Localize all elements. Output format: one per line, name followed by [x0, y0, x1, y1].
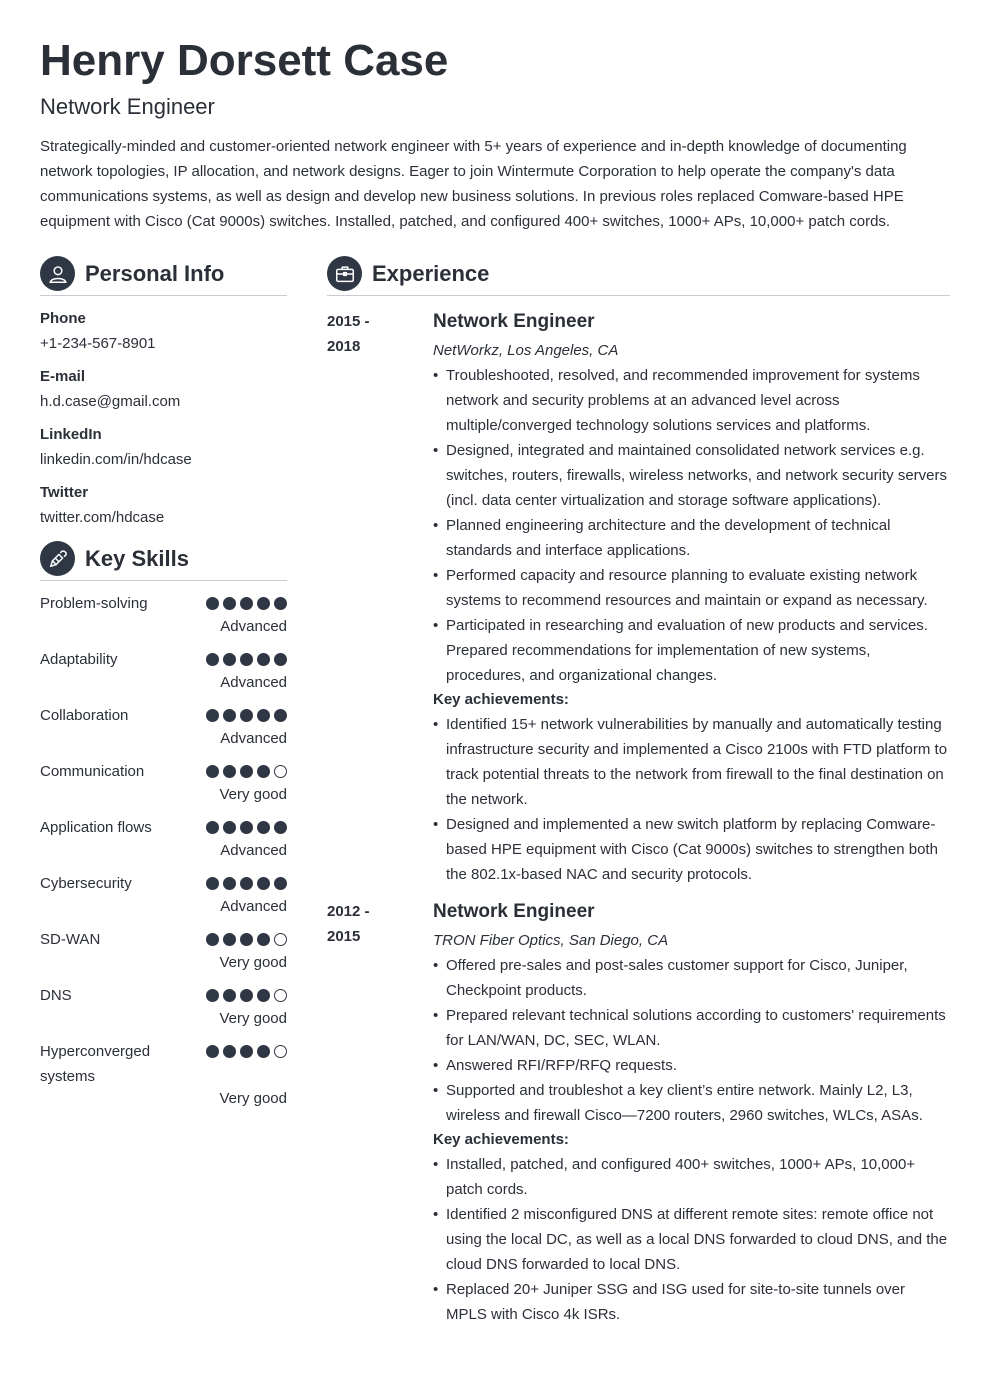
rating-dot-filled — [206, 933, 219, 946]
skill-name: Adaptability — [40, 651, 118, 668]
skill-level: Very good — [219, 954, 287, 971]
rating-dot-filled — [257, 597, 270, 610]
rating-dot-empty — [274, 1045, 287, 1058]
rating-dot-filled — [206, 989, 219, 1002]
twitter-block — [40, 480, 287, 530]
rating-dot-filled — [240, 653, 253, 666]
personal-info-header — [40, 256, 287, 296]
skill-level: Advanced — [220, 618, 287, 635]
skill-level: Very good — [219, 1010, 287, 1027]
achievement-item: • Replaced 20+ Juniper SSG and ISG used for site-to-site tunnels over MPLS with Cisco 4k ISRs. — [433, 1277, 950, 1327]
rating-dot-filled — [223, 765, 236, 778]
skill-rating — [206, 765, 287, 778]
rating-dot-filled — [274, 653, 287, 666]
duty-item: • Planned engineering architecture and the development of technical standards and interface applications. — [433, 513, 950, 563]
skill-name: SD-WAN — [40, 931, 101, 948]
rating-dot-filled — [240, 989, 253, 1002]
rating-dot-filled — [223, 597, 236, 610]
candidate-name: Henry Dorsett Case — [40, 36, 449, 85]
linkedin-block — [40, 422, 287, 472]
rating-dot-filled — [223, 821, 236, 834]
rating-dot-filled — [206, 653, 219, 666]
job-body — [433, 899, 950, 1327]
job-dates — [327, 899, 417, 949]
skill-name: Hyperconverged systems — [40, 1043, 151, 1085]
duty-item: • Prepared relevant technical solutions according to customers' requirements for LAN/WAN, DC, SEC, WLAN. — [433, 1003, 950, 1053]
rating-dot-filled — [223, 1045, 236, 1058]
rating-dot-filled — [257, 933, 270, 946]
duty-item: • Answered RFI/RFP/RFQ requests. — [433, 1053, 950, 1078]
rating-dot-empty — [274, 765, 287, 778]
duty-item: • Performed capacity and resource planning to evaluate existing network systems to recommend resources and maintain or expand as necessary. — [433, 563, 950, 613]
rating-dot-filled — [257, 877, 270, 890]
job-dates — [327, 309, 417, 359]
skill-level: Advanced — [220, 674, 287, 691]
rating-dot-filled — [206, 709, 219, 722]
duty-item: • Troubleshooted, resolved, and recommended improvement for systems network and security problems at an advanced level across multiple/converged technology solutions services and platforms. — [433, 363, 950, 438]
linkedin-value: linkedin.com/in/hdcase — [40, 451, 192, 468]
skills-list — [40, 591, 287, 1119]
rating-dot-filled — [257, 821, 270, 834]
skill-item — [40, 759, 287, 815]
skill-rating — [206, 653, 287, 666]
job-date-start: 2012 - — [327, 903, 370, 920]
rating-dot-filled — [257, 653, 270, 666]
rating-dot-filled — [257, 709, 270, 722]
rating-dot-filled — [240, 709, 253, 722]
job-date-end: 2018 — [327, 338, 361, 355]
phone-value: +1-234-567-8901 — [40, 335, 156, 352]
achievement-item: • Designed and implemented a new switch platform by replacing Comware-based HPE equipment with Cisco (Cat 9000s) switches to strengthen both the 802.1x-based NAC and security protocols. — [433, 812, 950, 887]
rating-dot-filled — [257, 989, 270, 1002]
rating-dot-empty — [274, 989, 287, 1002]
rating-dot-filled — [274, 709, 287, 722]
skill-rating — [206, 709, 287, 722]
skill-level: Advanced — [220, 730, 287, 747]
job-title: Network Engineer — [433, 901, 595, 922]
rating-dot-filled — [240, 933, 253, 946]
skill-item — [40, 591, 287, 647]
rating-dot-filled — [274, 821, 287, 834]
skills-header — [40, 541, 287, 581]
duty-item: • Participated in researching and evaluation of new products and services. Prepared recommendations for implementation of new systems, procedures, and organizational changes. — [433, 613, 950, 688]
achievement-item: • Identified 2 misconfigured DNS at different remote sites: remote office not using the local DC, as well as a local DNS forwarded to cloud DNS, and the cloud DNS forwarded to local DNS. — [433, 1202, 950, 1277]
skill-name: Problem-solving — [40, 595, 148, 612]
rating-dot-filled — [240, 765, 253, 778]
job-company: TRON Fiber Optics, San Diego, CA — [433, 932, 669, 949]
rating-dot-filled — [206, 877, 219, 890]
rating-dot-filled — [257, 1045, 270, 1058]
job-date-end: 2015 — [327, 928, 361, 945]
skill-name: DNS — [40, 987, 72, 1004]
skill-rating — [206, 933, 287, 946]
job-company: NetWorkz, Los Angeles, CA — [433, 342, 619, 359]
rating-dot-filled — [223, 653, 236, 666]
summary: Strategically-minded and customer-oriented network engineer with 5+ years of experience and in-depth knowledge of documenting network topologies, IP allocation, and network designs. Eager to join Wintermute Corporation to help operate the company's data communications systems, as well as design and develop new business solutions. In previous roles replaced Comware-based HPE equipment with Cisco (Cat 9000s) switches. Installed, patched, and configured 400+ switches, 1000+ APs, 10,000+ patch cords. — [40, 138, 907, 230]
skill-item — [40, 703, 287, 759]
achievement-item: • Identified 15+ network vulnerabilities by manually and automatically testing infrastructure security and implemented a Cisco 2100s with FTD platform to track potential threats to the network from firewall to the final destination on the network. — [433, 712, 950, 812]
rating-dot-empty — [274, 933, 287, 946]
rating-dot-filled — [240, 597, 253, 610]
twitter-label: Twitter — [40, 484, 89, 501]
tools-icon — [40, 541, 75, 576]
email-block — [40, 364, 287, 414]
rating-dot-filled — [223, 933, 236, 946]
candidate-title: Network Engineer — [40, 94, 215, 119]
phone-block — [40, 306, 287, 356]
skill-item — [40, 927, 287, 983]
skill-level: Advanced — [220, 898, 287, 915]
skill-rating — [206, 989, 287, 1002]
rating-dot-filled — [223, 989, 236, 1002]
rating-dot-filled — [274, 597, 287, 610]
rating-dot-filled — [240, 821, 253, 834]
duty-item: • Offered pre-sales and post-sales customer support for Cisco, Juniper, Checkpoint products. — [433, 953, 950, 1003]
job-title: Network Engineer — [433, 311, 595, 332]
rating-dot-filled — [240, 877, 253, 890]
achievement-item: • Installed, patched, and configured 400+ switches, 1000+ APs, 10,000+ patch cords. — [433, 1152, 950, 1202]
phone-label: Phone — [40, 310, 86, 327]
skills-heading: Key Skills — [85, 545, 189, 571]
skill-item — [40, 1039, 287, 1119]
duty-item: • Supported and troubleshot a key client’s entire network. Mainly L2, L3, wireless and firewall Cisco—7200 routers, 2960 switches, WLCs, ASAs. — [433, 1078, 950, 1128]
skill-level: Very good — [219, 1090, 287, 1107]
rating-dot-filled — [274, 877, 287, 890]
twitter-value: twitter.com/hdcase — [40, 509, 165, 526]
skill-name: Cybersecurity — [40, 875, 132, 892]
skill-name: Collaboration — [40, 707, 129, 724]
skill-name: Communication — [40, 763, 145, 780]
skill-rating — [206, 597, 287, 610]
rating-dot-filled — [206, 597, 219, 610]
duty-item: • Designed, integrated and maintained consolidated network services e.g. switches, routers, firewalls, wireless networks, and network security servers (incl. data center virtualization and storage software applications). — [433, 438, 950, 513]
skill-name: Application flows — [40, 819, 152, 836]
experience-heading: Experience — [372, 260, 490, 286]
key-achievements-label: Key achievements: — [433, 1131, 569, 1148]
skill-item — [40, 815, 287, 871]
email-value: h.d.case@gmail.com — [40, 393, 181, 410]
skill-rating — [206, 821, 287, 834]
rating-dot-filled — [223, 709, 236, 722]
job-body — [433, 309, 950, 887]
rating-dot-filled — [206, 1045, 219, 1058]
skill-rating — [206, 1045, 287, 1058]
email-label: E-mail — [40, 368, 86, 385]
skill-item — [40, 871, 287, 927]
briefcase-icon — [327, 256, 362, 291]
rating-dot-filled — [257, 765, 270, 778]
skill-item — [40, 983, 287, 1039]
user-icon — [40, 256, 75, 291]
linkedin-label: LinkedIn — [40, 426, 102, 443]
skill-level: Advanced — [220, 842, 287, 859]
job-duties — [433, 363, 950, 688]
experience-header — [327, 256, 950, 296]
skill-rating — [206, 877, 287, 890]
rating-dot-filled — [240, 1045, 253, 1058]
rating-dot-filled — [223, 877, 236, 890]
rating-dot-filled — [206, 821, 219, 834]
job-duties — [433, 953, 950, 1128]
personal-info-heading: Personal Info — [85, 260, 225, 286]
skill-level: Very good — [219, 786, 287, 803]
achievements-list — [433, 1152, 950, 1327]
job-date-start: 2015 - — [327, 313, 370, 330]
key-achievements-label: Key achievements: — [433, 691, 569, 708]
rating-dot-filled — [206, 765, 219, 778]
skill-item — [40, 647, 287, 703]
achievements-list — [433, 712, 950, 887]
